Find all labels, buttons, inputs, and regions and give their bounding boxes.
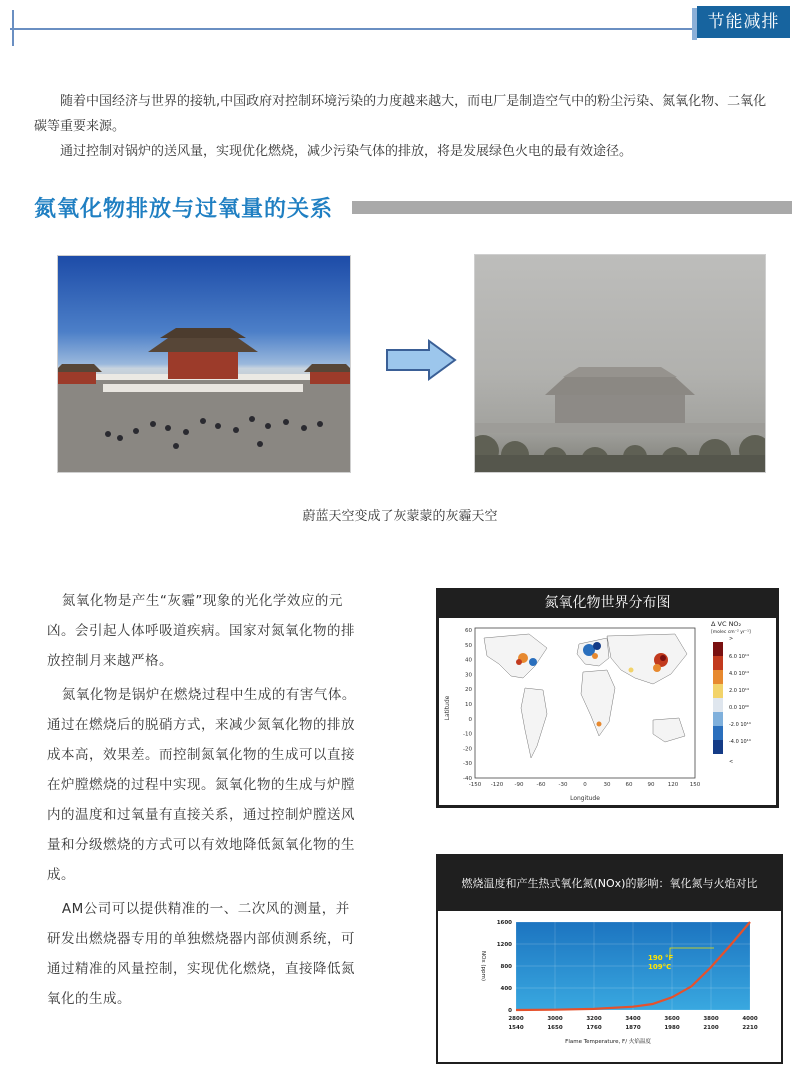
hall-body	[168, 351, 238, 379]
map-y-tick: -30	[463, 761, 472, 768]
map-y-tick: 40	[465, 657, 472, 664]
y-tick-labels	[497, 920, 512, 1014]
x-tick-labels-c	[508, 1025, 757, 1031]
nox-map-figure	[436, 588, 779, 808]
annotation-f: 190 °F	[648, 954, 674, 962]
map-x-tick: 150	[689, 782, 701, 788]
map-x-tick: 30	[603, 782, 611, 788]
map-y-tick: 10	[465, 702, 472, 708]
legend-label: 6.0 10¹⁴	[729, 654, 749, 660]
section-tab: 节能减排	[697, 6, 790, 38]
y-tick-label: 1600	[496, 920, 512, 926]
map-x-tick: 60	[625, 782, 633, 788]
clear-sky-photo	[57, 255, 351, 473]
x-axis-label: Flame Temperature, F/ 火焰温度	[565, 1039, 651, 1045]
body-paragraph-2: 氮氧化物是锅炉在燃烧过程中生成的有害气体。通过在燃烧后的脱硝方式，来减少氮氧化物的排放成本高，效果差。而控制氮氧化物的生成可以直接在炉膛燃烧的过程中实现。氮氧化物的生成与炉膛内的温度和过氧量有直接关系，通过控制炉膛送风量和分级燃烧的方式可以有效地降低氮氧化物的生成。	[47, 687, 356, 883]
side-hall-left	[58, 370, 96, 384]
header-rule	[10, 28, 790, 30]
map-y-tick: -40	[463, 776, 472, 782]
clear-sky-palace-illustration	[58, 256, 350, 472]
legend-label: 4.0 10¹⁴	[729, 671, 749, 677]
legend-swatch	[713, 740, 723, 754]
nox-temperature-figure	[436, 854, 783, 1064]
x-tick-label-c: 2210	[742, 1025, 758, 1031]
legend-title: Δ VC NO₂	[711, 620, 742, 628]
hazy-roof-upper	[563, 367, 677, 377]
body-paragraph-1: 氮氧化物是产生“灰霾”现象的光化学效应的元凶。会引起人体呼吸道疾病。国家对氮氧化物的排放控制月来越严格。	[47, 593, 355, 669]
hazy-sky-photo	[474, 254, 766, 473]
section-title: 氮氧化物排放与过氧量的关系	[34, 197, 334, 222]
header-tick	[12, 10, 14, 46]
x-tick-label-c: 1540	[508, 1025, 524, 1031]
legend-label: 0.0 10⁰⁰	[729, 705, 749, 711]
map-y-tick: 30	[465, 672, 472, 679]
x-tick-label-f: 3800	[703, 1016, 719, 1022]
photo-caption: 蔚蓝天空变成了灰蒙蒙的灰霾天空	[302, 509, 498, 524]
nox-map-title: 氮氧化物世界分布图	[544, 595, 671, 611]
legend-swatch	[713, 698, 723, 712]
legend-top-marker: >	[729, 636, 734, 642]
map-x-tick: 120	[667, 782, 679, 788]
nox-temperature-title: 燃烧温度和产生热式氧化氮(NOx)的影响：氧化氮与火焰对比	[438, 856, 781, 911]
map-y-tick: 20	[465, 687, 472, 694]
legend-swatch	[713, 656, 723, 670]
map-x-axis-label: Longitude	[570, 795, 600, 802]
body-text	[47, 586, 357, 1018]
map-x-tick-labels	[469, 782, 701, 788]
y-tick-label: 400	[500, 986, 512, 992]
legend-label: 2.0 10¹⁴	[729, 688, 749, 694]
y-tick-label: 800	[500, 964, 512, 970]
hall-roof-upper	[160, 328, 246, 338]
map-x-tick: -90	[514, 782, 524, 788]
map-y-tick: 60	[465, 628, 472, 634]
map-x-tick: -30	[558, 782, 568, 788]
intro-text	[34, 89, 774, 164]
legend-swatch	[713, 684, 723, 698]
x-tick-label-f: 3400	[625, 1016, 641, 1022]
legend-label: -4.0 10¹⁴	[729, 739, 751, 745]
legend-swatch	[713, 670, 723, 684]
hazy-palace-illustration	[475, 255, 765, 472]
intro-paragraph-2: 通过控制对锅炉的送风量，实现优化燃烧，减少污染气体的排放，将是发展绿色火电的最有效途径。	[60, 144, 633, 159]
nox-map-panel	[439, 618, 776, 805]
section-title-bar	[352, 201, 792, 214]
map-y-tick: 50	[465, 642, 472, 649]
y-tick-label: 0	[508, 1008, 512, 1014]
intro-paragraph-1: 随着中国经济与世界的接轨,中国政府对控制环境污染的力度越来越大，而电厂是制造空气中的粉尘污染、氮氧化物、二氧化碳等重要来源。	[34, 94, 767, 134]
x-tick-label-c: 1650	[547, 1025, 563, 1031]
body-paragraph-3: AM公司可以提供精准的一、二次风的测量，并研发出燃烧器专用的单独燃烧器内部侦测系统，可通过精准的风量控制，实现优化燃烧，直接降低氮氧化的生成。	[47, 901, 355, 1007]
map-x-tick: -150	[468, 782, 482, 788]
arrow-right-icon	[385, 339, 457, 381]
legend-swatch	[713, 712, 723, 726]
y-tick-label: 1200	[496, 942, 512, 948]
x-tick-label-f: 2800	[508, 1016, 524, 1022]
legend-bottom-marker: <	[729, 759, 734, 765]
map-color-legend	[713, 642, 751, 754]
terrace	[103, 384, 303, 392]
legend-swatch	[713, 642, 723, 656]
x-tick-label-f: 3600	[664, 1016, 680, 1022]
legend-label: -2.0 10¹⁴	[729, 722, 751, 728]
x-tick-label-c: 1980	[664, 1025, 680, 1031]
map-y-tick: -20	[463, 746, 472, 753]
map-y-tick-labels	[463, 628, 472, 782]
map-y-axis-label: Latitude	[444, 695, 451, 721]
x-tick-label-f: 3000	[547, 1016, 563, 1022]
x-tick-label-c: 1870	[625, 1025, 641, 1031]
x-tick-label-c: 2100	[703, 1025, 719, 1031]
legend-unit: [molec cm⁻² yr⁻¹]	[711, 630, 751, 635]
x-tick-label-c: 1760	[586, 1025, 602, 1031]
legend-swatch	[713, 726, 723, 740]
map-y-tick: -10	[463, 731, 472, 738]
map-x-tick: 0	[583, 782, 587, 788]
hazy-roof-lower	[545, 375, 695, 395]
annotation-c: 109°C	[648, 963, 672, 971]
map-y-tick: 0	[468, 716, 472, 723]
x-tick-label-f: 4000	[742, 1016, 758, 1022]
y-axis-label: NOx (ppm)	[480, 950, 486, 982]
nox-temperature-chart	[438, 912, 781, 1060]
side-hall-right	[310, 370, 350, 384]
x-tick-label-f: 3200	[586, 1016, 602, 1022]
hall-roof-lower	[148, 338, 258, 352]
map-x-tick: 90	[647, 782, 655, 788]
map-x-tick: -60	[536, 782, 546, 788]
x-tick-labels-f	[508, 1016, 757, 1022]
hazy-hall-body	[555, 393, 685, 423]
nox-map-svg	[439, 618, 776, 805]
map-x-tick: -120	[490, 782, 504, 788]
